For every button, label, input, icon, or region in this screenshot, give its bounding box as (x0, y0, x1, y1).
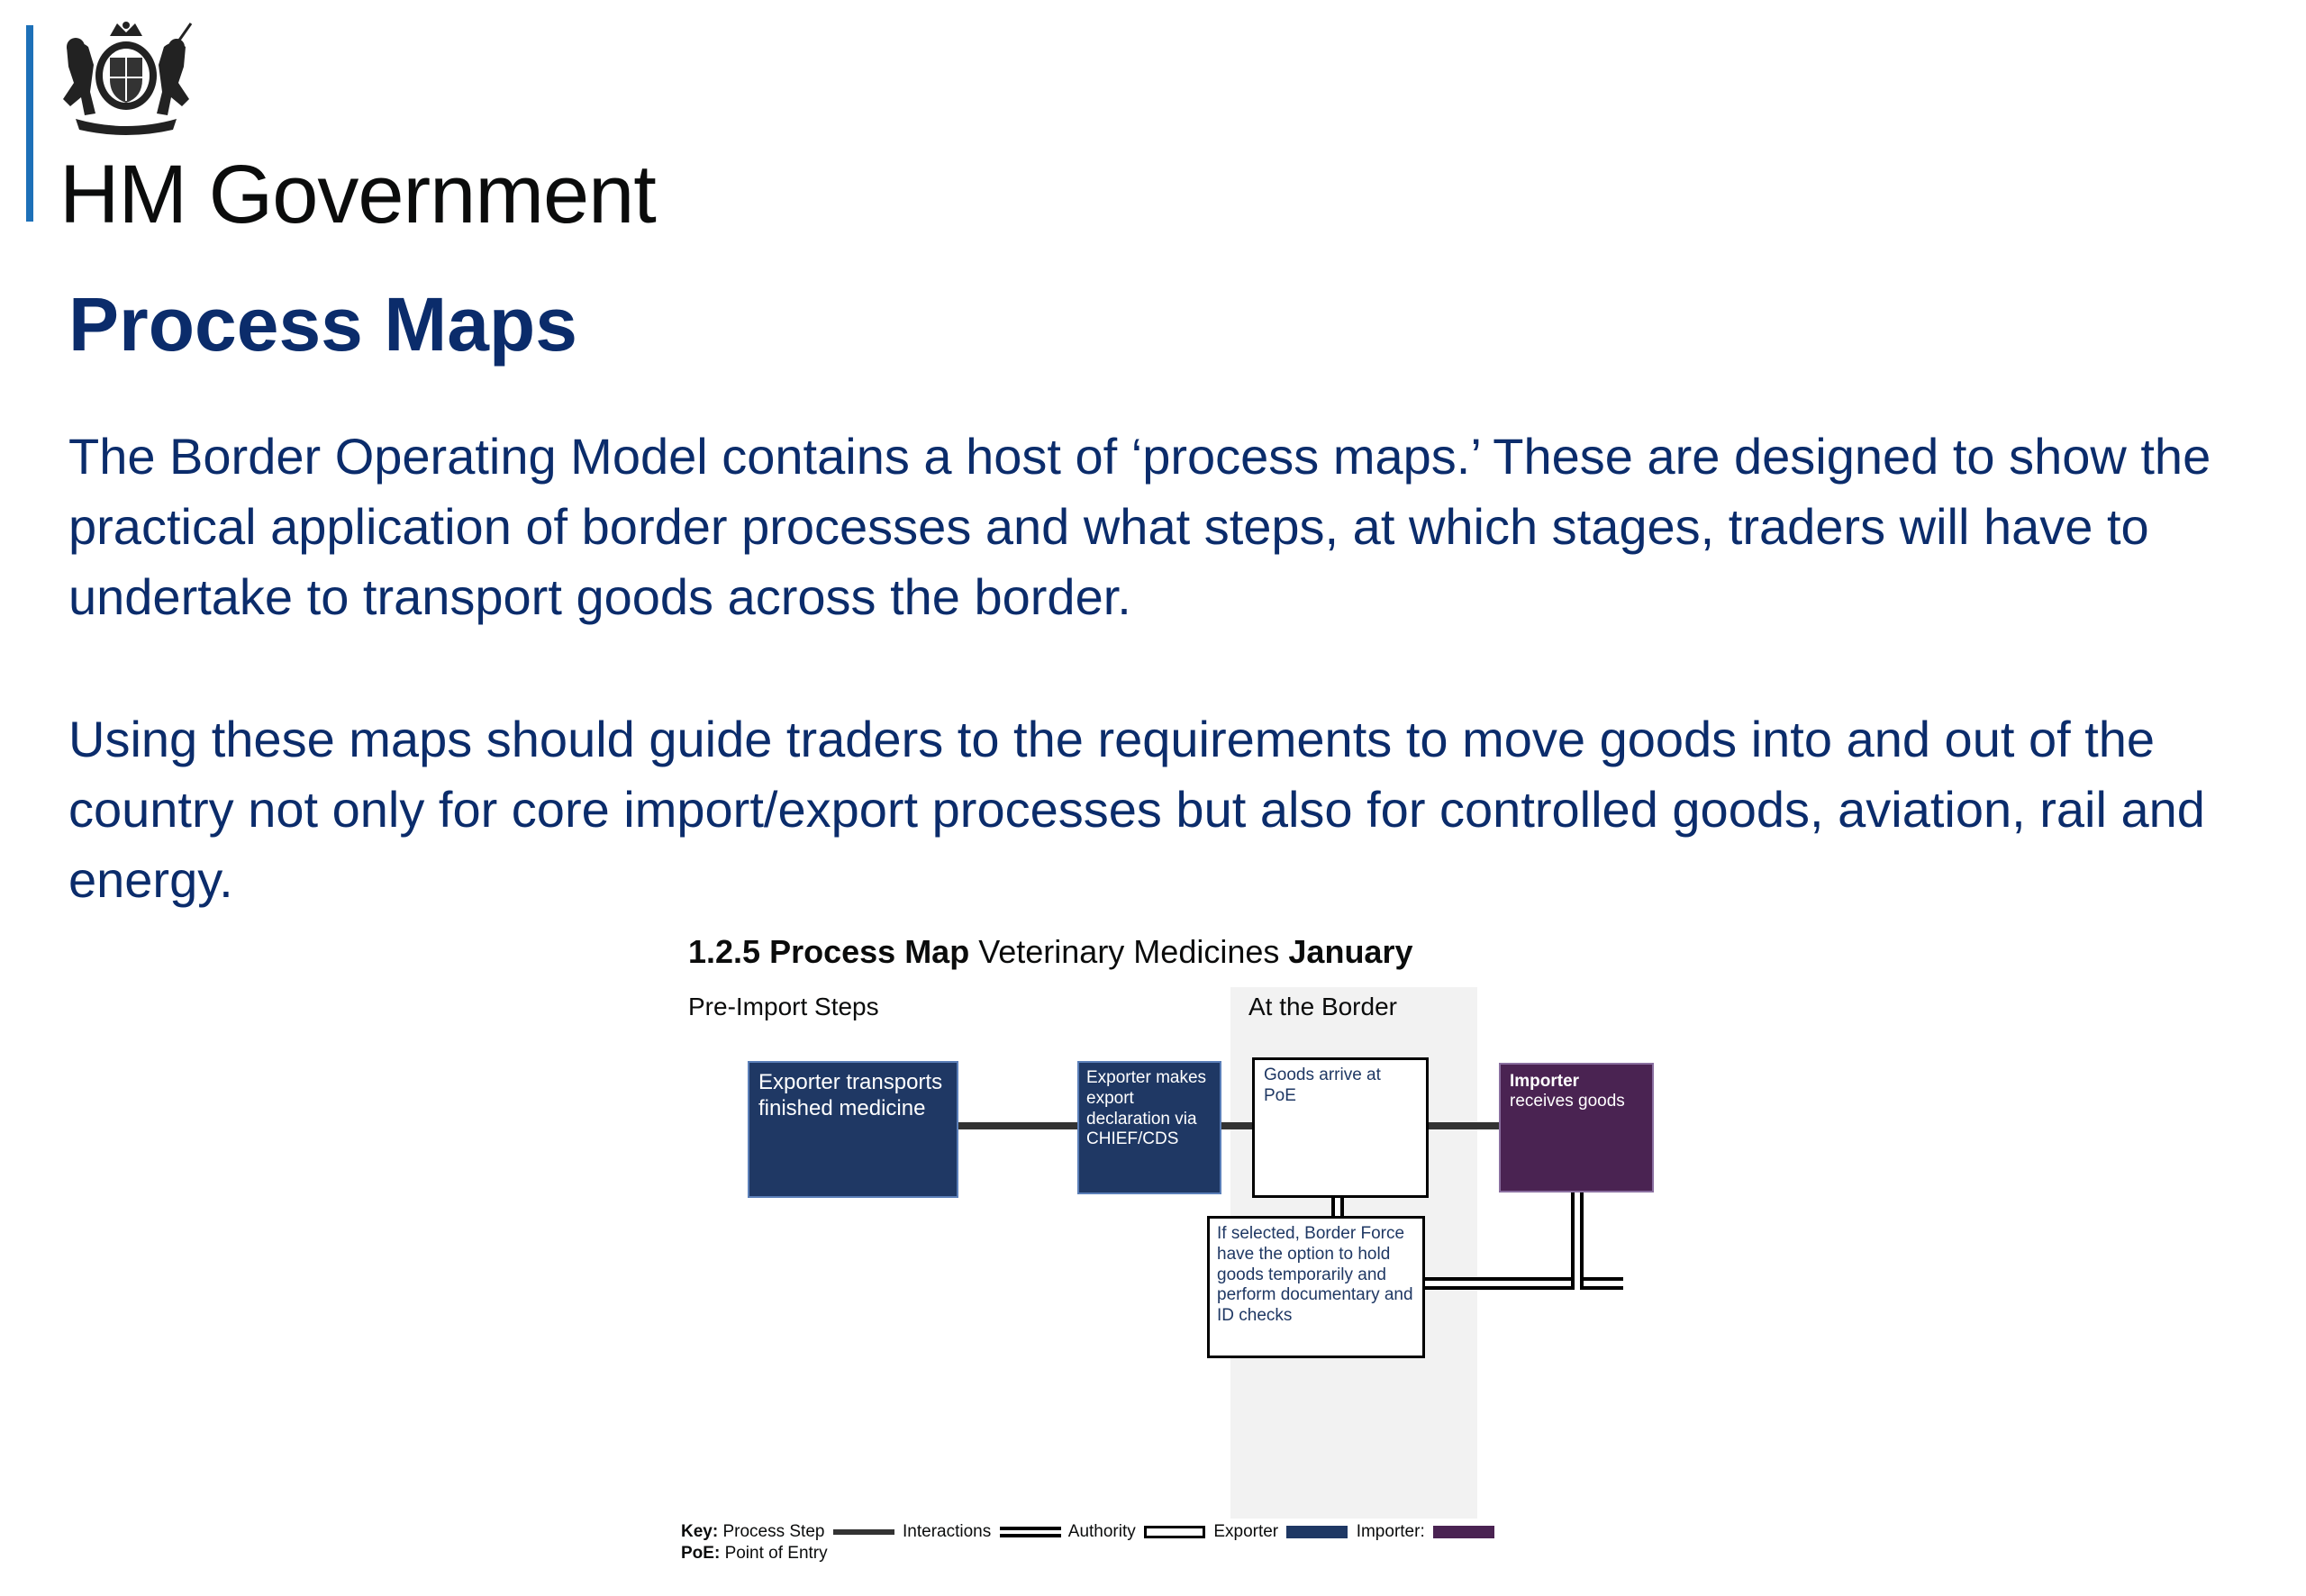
step-actor-label: Importer (1510, 1072, 1580, 1091)
zone-label-at-border: At the Border (1248, 993, 1397, 1020)
step-label: Exporter makes export declaration via CHIEF/CDS (1086, 1068, 1207, 1149)
step-label: receives goods (1510, 1092, 1625, 1111)
key-interactions-label: Interactions (903, 1522, 992, 1541)
key-swatch-exporter (1286, 1526, 1348, 1538)
step-label: Goods arrive at PoE (1264, 1066, 1381, 1105)
step-goods-arrive (1252, 1057, 1429, 1198)
interaction-connector (1571, 1192, 1584, 1290)
diagram-title-label: Process Map (769, 933, 970, 970)
process-map-diagram (667, 928, 1684, 1576)
brand-accent-bar (26, 25, 33, 222)
key-poe-label: PoE: (681, 1544, 721, 1563)
step-importer-receives (1499, 1063, 1654, 1192)
diagram-title-subject: Veterinary Medicines (978, 933, 1280, 970)
royal-coat-of-arms-icon (58, 20, 195, 137)
diagram-title (688, 933, 1412, 971)
key-exporter-label: Exporter (1213, 1522, 1279, 1541)
key-swatch-authority (1144, 1526, 1205, 1538)
diagram-key (681, 1522, 1681, 1576)
page-title: Process Maps (68, 282, 577, 367)
step-export-declaration (1077, 1061, 1221, 1194)
process-step-connector (1221, 1122, 1252, 1129)
key-importer-label: Importer: (1356, 1522, 1425, 1541)
key-process-step-label: Process Step (722, 1522, 825, 1541)
key-row (681, 1544, 828, 1564)
key-poe-text: Point of Entry (724, 1544, 828, 1563)
interaction-connector (1331, 1198, 1344, 1216)
intro-paragraph: The Border Operating Model contains a host of ‘process maps.’ These are designed to show the practical application of border processes and what steps, at which stages, traders will have to undertake to transport goods across the border. (68, 428, 2211, 625)
process-step-connector (1429, 1122, 1499, 1129)
key-label: Key: (681, 1522, 719, 1541)
key-row (681, 1522, 1498, 1542)
step-label: If selected, Border Force have the option to hold goods temporarily and perform documentary and ID checks (1217, 1224, 1413, 1326)
key-authority-label: Authority (1067, 1522, 1136, 1541)
guidance-paragraph: Using these maps should guide traders to the requirements to move goods into and out of the country not only for core import/export processes but also for controlled goods, aviation, rail and energy. (68, 711, 2205, 908)
diagram-title-number: 1.2.5 (688, 933, 761, 970)
key-swatch-process-step (833, 1529, 894, 1535)
process-step-connector (958, 1122, 1077, 1129)
step-exporter-transports (748, 1061, 958, 1198)
key-swatch-importer (1433, 1526, 1494, 1538)
diagram-title-month: January (1288, 933, 1413, 970)
interaction-connector (1425, 1277, 1623, 1290)
zone-label-pre-import: Pre-Import Steps (688, 993, 879, 1020)
key-swatch-interactions (1000, 1527, 1061, 1537)
step-border-force-checks (1207, 1216, 1425, 1358)
step-label: Exporter transports finished medicine (758, 1070, 943, 1120)
brand-name: HM Government (59, 149, 656, 240)
